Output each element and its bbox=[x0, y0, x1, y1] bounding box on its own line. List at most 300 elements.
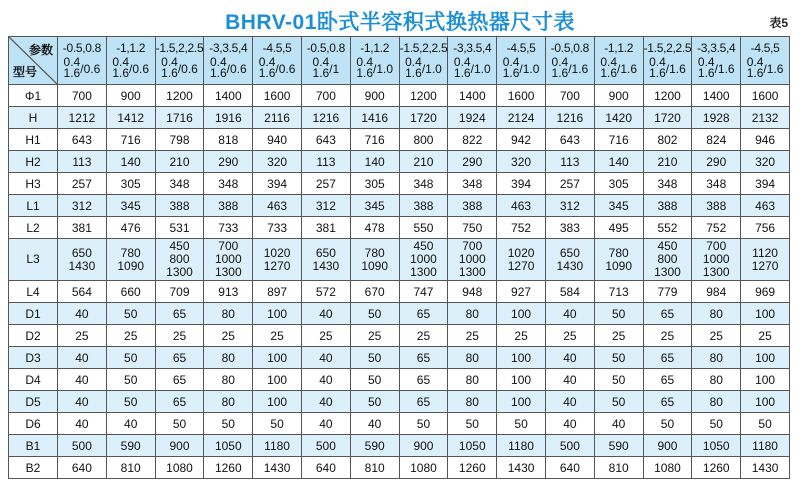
table-cell: 500 bbox=[58, 435, 107, 457]
column-header bbox=[692, 37, 741, 85]
table-cell: 40 bbox=[106, 413, 155, 435]
table-cell: 65 bbox=[155, 347, 204, 369]
table-row bbox=[9, 195, 790, 217]
table-cell: 822 bbox=[448, 129, 497, 151]
table-row bbox=[9, 435, 790, 457]
rating-suffix: /0.6 bbox=[275, 62, 296, 76]
table-row bbox=[9, 303, 790, 325]
table-cell: 381 bbox=[301, 217, 350, 239]
column-header bbox=[594, 37, 643, 85]
table-row bbox=[9, 151, 790, 173]
row-label: L2 bbox=[9, 217, 58, 239]
pressure-range: -3,3.5,4 bbox=[453, 41, 492, 55]
column-header bbox=[643, 37, 692, 85]
pressure-range: -1,1.2 bbox=[360, 41, 390, 55]
table-cell: 305 bbox=[594, 173, 643, 195]
rating-denominator: 1.6 bbox=[258, 66, 276, 80]
rating-numerator: 0.4 bbox=[600, 55, 617, 69]
table-cell: 50 bbox=[350, 369, 399, 391]
table-cell: 900 bbox=[350, 85, 399, 107]
rating-numerator: 0.4 bbox=[258, 55, 276, 69]
table-cell: 1080 bbox=[643, 457, 692, 479]
table-cell: 1080 bbox=[155, 457, 204, 479]
column-header bbox=[497, 37, 546, 85]
table-cell: 50 bbox=[350, 303, 399, 325]
table-cell: 113 bbox=[58, 151, 107, 173]
table-cell: 640 bbox=[58, 457, 107, 479]
rating-denominator: 1.6 bbox=[649, 66, 666, 80]
table-row bbox=[9, 281, 790, 303]
table-cell: 810 bbox=[106, 457, 155, 479]
table-cell: 1200 bbox=[155, 85, 204, 107]
row-label: D1 bbox=[9, 303, 58, 325]
pressure-rating bbox=[259, 57, 296, 79]
table-cell: 40 bbox=[545, 347, 594, 369]
table-cell: 40 bbox=[350, 413, 399, 435]
pressure-rating bbox=[552, 57, 589, 79]
table-cell: 969 bbox=[741, 281, 790, 303]
table-cell: 1050 bbox=[204, 435, 253, 457]
table-cell: 1600 bbox=[741, 85, 790, 107]
table-cell: 381 bbox=[58, 217, 107, 239]
table-cell: 80 bbox=[692, 369, 741, 391]
column-header bbox=[545, 37, 594, 85]
table-cell: 1120 1270 bbox=[741, 239, 790, 281]
table-cell: 1260 bbox=[692, 457, 741, 479]
rating-numerator: 0.4 bbox=[502, 55, 520, 69]
table-cell: 80 bbox=[204, 303, 253, 325]
table-row bbox=[9, 325, 790, 347]
table-cell: 40 bbox=[301, 303, 350, 325]
table-cell: 756 bbox=[741, 217, 790, 239]
pressure-rating bbox=[454, 57, 491, 79]
table-cell: 1430 bbox=[253, 457, 302, 479]
table-cell: 320 bbox=[741, 151, 790, 173]
table-cell: 572 bbox=[301, 281, 350, 303]
table-cell: 780 1090 bbox=[106, 239, 155, 281]
table-row bbox=[9, 107, 790, 129]
table-cell: 25 bbox=[497, 325, 546, 347]
table-cell: 716 bbox=[350, 129, 399, 151]
rating-suffix: /1.6 bbox=[568, 62, 589, 76]
table-cell: 80 bbox=[448, 391, 497, 413]
rating-suffix: /1.6 bbox=[763, 62, 784, 76]
column-header bbox=[350, 37, 399, 85]
table-cell: 65 bbox=[643, 391, 692, 413]
table-cell: 100 bbox=[253, 369, 302, 391]
table-cell: 660 bbox=[106, 281, 155, 303]
table-cell: 713 bbox=[594, 281, 643, 303]
table-cell: 590 bbox=[350, 435, 399, 457]
table-cell: 100 bbox=[741, 391, 790, 413]
pressure-range: -4.5,5 bbox=[262, 41, 292, 55]
table-cell: 709 bbox=[155, 281, 204, 303]
table-cell: 65 bbox=[643, 347, 692, 369]
table-cell: 100 bbox=[497, 347, 546, 369]
table-cell: 50 bbox=[594, 347, 643, 369]
table-cell: 650 1430 bbox=[58, 239, 107, 281]
table-cell: 550 bbox=[399, 217, 448, 239]
rating-numerator: 0.4 bbox=[405, 55, 422, 69]
table-cell: 40 bbox=[301, 391, 350, 413]
rating-denominator: 1.6 bbox=[63, 66, 81, 80]
table-cell: 1200 bbox=[643, 85, 692, 107]
table-cell: 100 bbox=[497, 369, 546, 391]
table-cell: 810 bbox=[350, 457, 399, 479]
table-cell: 1420 bbox=[594, 107, 643, 129]
table-cell: 1260 bbox=[204, 457, 253, 479]
rating-denominator: 1.6 bbox=[697, 66, 715, 80]
pressure-range: -0.5,0.8 bbox=[550, 41, 590, 55]
rating-numerator: 0.4 bbox=[209, 55, 227, 69]
table-cell: 900 bbox=[155, 435, 204, 457]
column-header bbox=[301, 37, 350, 85]
column-header bbox=[58, 37, 107, 85]
pressure-range: -0.5,0.8 bbox=[306, 41, 346, 55]
table-cell: 1212 bbox=[58, 107, 107, 129]
table-cell: 1430 bbox=[497, 457, 546, 479]
rating-denominator: 1.6 bbox=[112, 66, 130, 80]
table-cell: 50 bbox=[106, 303, 155, 325]
rating-suffix: /1 bbox=[329, 62, 340, 76]
pressure-range: -3,3.5,4 bbox=[697, 41, 736, 55]
row-label: D5 bbox=[9, 391, 58, 413]
table-cell: 40 bbox=[301, 413, 350, 435]
table-row bbox=[9, 173, 790, 195]
rating-numerator: 0.4 bbox=[697, 55, 715, 69]
row-label: D2 bbox=[9, 325, 58, 347]
table-cell: 1180 bbox=[497, 435, 546, 457]
table-cell: 394 bbox=[253, 173, 302, 195]
table-cell: 388 bbox=[155, 195, 204, 217]
row-label: H1 bbox=[9, 129, 58, 151]
column-header bbox=[448, 37, 497, 85]
table-cell: 478 bbox=[350, 217, 399, 239]
table-cell: 40 bbox=[545, 391, 594, 413]
table-cell: 290 bbox=[448, 151, 497, 173]
table-cell: 348 bbox=[155, 173, 204, 195]
table-cell: 25 bbox=[643, 325, 692, 347]
table-cell: 80 bbox=[204, 347, 253, 369]
column-header bbox=[253, 37, 302, 85]
rating-suffix: /1.0 bbox=[519, 62, 540, 76]
row-label: L3 bbox=[9, 239, 58, 281]
table-cell: 779 bbox=[643, 281, 692, 303]
table-cell: 100 bbox=[741, 303, 790, 325]
table-cell: 640 bbox=[545, 457, 594, 479]
table-cell: 1600 bbox=[497, 85, 546, 107]
table-cell: 50 bbox=[350, 391, 399, 413]
table-row bbox=[9, 457, 790, 479]
table-cell: 927 bbox=[497, 281, 546, 303]
pressure-rating bbox=[649, 57, 686, 79]
table-cell: 210 bbox=[399, 151, 448, 173]
table-cell: 140 bbox=[594, 151, 643, 173]
table-cell: 1216 bbox=[301, 107, 350, 129]
row-label: H2 bbox=[9, 151, 58, 173]
pressure-rating bbox=[747, 57, 784, 79]
table-cell: 643 bbox=[58, 129, 107, 151]
rating-denominator: 1.6 bbox=[551, 66, 569, 80]
table-cell: 25 bbox=[106, 325, 155, 347]
table-cell: 50 bbox=[399, 413, 448, 435]
table-cell: 463 bbox=[741, 195, 790, 217]
table-cell: 320 bbox=[497, 151, 546, 173]
table-cell: 290 bbox=[204, 151, 253, 173]
rating-suffix: /1.6 bbox=[714, 62, 735, 76]
rating-denominator: 1.6 bbox=[405, 66, 422, 80]
table-cell: 25 bbox=[155, 325, 204, 347]
table-cell: 257 bbox=[58, 173, 107, 195]
column-header bbox=[399, 37, 448, 85]
rating-denominator: 1.6 bbox=[453, 66, 471, 80]
table-cell: 802 bbox=[643, 129, 692, 151]
column-header bbox=[741, 37, 790, 85]
pressure-rating bbox=[313, 57, 340, 79]
table-cell: 1928 bbox=[692, 107, 741, 129]
table-cell: 65 bbox=[155, 369, 204, 391]
rating-suffix: /1.0 bbox=[373, 62, 394, 76]
table-cell: 1050 bbox=[448, 435, 497, 457]
table-cell: 388 bbox=[643, 195, 692, 217]
table-cell: 2124 bbox=[497, 107, 546, 129]
table-cell: 348 bbox=[399, 173, 448, 195]
table-cell: 942 bbox=[497, 129, 546, 151]
row-label: L4 bbox=[9, 281, 58, 303]
table-cell: 394 bbox=[741, 173, 790, 195]
rating-suffix: /0.6 bbox=[80, 62, 101, 76]
table-cell: 700 1000 1300 bbox=[204, 239, 253, 281]
table-cell: 531 bbox=[155, 217, 204, 239]
table-cell: 1600 bbox=[253, 85, 302, 107]
rating-denominator: 1.6 bbox=[600, 66, 617, 80]
table-cell: 900 bbox=[594, 85, 643, 107]
table-cell: 383 bbox=[545, 217, 594, 239]
pressure-range: -1.5,2,2.5 bbox=[643, 41, 692, 55]
table-cell: 940 bbox=[253, 129, 302, 151]
table-cell: 900 bbox=[399, 435, 448, 457]
table-cell: 752 bbox=[497, 217, 546, 239]
table-row bbox=[9, 391, 790, 413]
table-cell: 345 bbox=[594, 195, 643, 217]
rating-numerator: 0.4 bbox=[161, 55, 178, 69]
table-cell: 1200 bbox=[399, 85, 448, 107]
table-cell: 800 bbox=[399, 129, 448, 151]
rating-numerator: 0.4 bbox=[312, 55, 330, 69]
table-cell: 1020 1270 bbox=[253, 239, 302, 281]
table-cell: 80 bbox=[692, 347, 741, 369]
table-cell: 752 bbox=[692, 217, 741, 239]
table-cell: 80 bbox=[204, 369, 253, 391]
rating-suffix: /0.6 bbox=[177, 62, 198, 76]
table-cell: 210 bbox=[643, 151, 692, 173]
table-cell: 50 bbox=[253, 413, 302, 435]
table-cell: 65 bbox=[643, 369, 692, 391]
pressure-range: -4.5,5 bbox=[750, 41, 780, 55]
table-cell: 1180 bbox=[741, 435, 790, 457]
table-cell: 584 bbox=[545, 281, 594, 303]
table-cell: 80 bbox=[692, 303, 741, 325]
table-cell: 40 bbox=[58, 413, 107, 435]
table-cell: 564 bbox=[58, 281, 107, 303]
table-number: 表5 bbox=[769, 16, 788, 30]
table-cell: 100 bbox=[741, 347, 790, 369]
table-cell: 2132 bbox=[741, 107, 790, 129]
table-cell: 810 bbox=[594, 457, 643, 479]
table-row bbox=[9, 347, 790, 369]
table-cell: 290 bbox=[692, 151, 741, 173]
table-cell: 733 bbox=[253, 217, 302, 239]
rating-numerator: 0.4 bbox=[746, 55, 764, 69]
table-cell: 394 bbox=[497, 173, 546, 195]
table-cell: 1412 bbox=[106, 107, 155, 129]
table-cell: 345 bbox=[106, 195, 155, 217]
table-cell: 25 bbox=[253, 325, 302, 347]
table-cell: 312 bbox=[545, 195, 594, 217]
table-cell: 140 bbox=[106, 151, 155, 173]
rating-denominator: 1.6 bbox=[502, 66, 520, 80]
table-cell: 65 bbox=[643, 303, 692, 325]
rating-suffix: /1.6 bbox=[665, 62, 686, 76]
table-cell: 65 bbox=[399, 369, 448, 391]
table-cell: 80 bbox=[448, 303, 497, 325]
table-cell: 348 bbox=[643, 173, 692, 195]
table-cell: 388 bbox=[204, 195, 253, 217]
table-row bbox=[9, 85, 790, 107]
table-cell: 40 bbox=[58, 347, 107, 369]
table-cell: 100 bbox=[253, 303, 302, 325]
table-cell: 1260 bbox=[448, 457, 497, 479]
table-cell: 80 bbox=[448, 347, 497, 369]
table-cell: 643 bbox=[301, 129, 350, 151]
table-cell: 25 bbox=[692, 325, 741, 347]
rating-denominator: 1.6 bbox=[209, 66, 227, 80]
row-label: H3 bbox=[9, 173, 58, 195]
table-cell: 312 bbox=[58, 195, 107, 217]
table-cell: 50 bbox=[497, 413, 546, 435]
table-row bbox=[9, 129, 790, 151]
table-cell: 700 1000 1300 bbox=[448, 239, 497, 281]
rating-numerator: 0.4 bbox=[551, 55, 569, 69]
table-cell: 40 bbox=[545, 303, 594, 325]
table-cell: 450 800 1300 bbox=[155, 239, 204, 281]
table-cell: 716 bbox=[106, 129, 155, 151]
table-cell: 1720 bbox=[643, 107, 692, 129]
table-cell: 1400 bbox=[448, 85, 497, 107]
table-cell: 40 bbox=[58, 303, 107, 325]
table-cell: 1180 bbox=[253, 435, 302, 457]
table-cell: 345 bbox=[350, 195, 399, 217]
table-cell: 348 bbox=[204, 173, 253, 195]
table-cell: 25 bbox=[448, 325, 497, 347]
table-cell: 80 bbox=[692, 391, 741, 413]
table-row bbox=[9, 369, 790, 391]
table-cell: 40 bbox=[58, 391, 107, 413]
rating-numerator: 0.4 bbox=[453, 55, 471, 69]
rating-suffix: /0.6 bbox=[129, 62, 150, 76]
table-cell: 1216 bbox=[545, 107, 594, 129]
table-cell: 305 bbox=[106, 173, 155, 195]
table-cell: 780 1090 bbox=[350, 239, 399, 281]
pressure-range: -1.5,2,2.5 bbox=[155, 41, 204, 55]
table-cell: 50 bbox=[692, 413, 741, 435]
table-cell: 113 bbox=[301, 151, 350, 173]
table-cell: 113 bbox=[545, 151, 594, 173]
dimension-table bbox=[8, 36, 790, 479]
pressure-rating bbox=[356, 57, 393, 79]
table-cell: 1050 bbox=[692, 435, 741, 457]
pressure-range: -4.5,5 bbox=[506, 41, 536, 55]
table-cell: 1020 1270 bbox=[497, 239, 546, 281]
table-cell: 500 bbox=[545, 435, 594, 457]
row-label: D4 bbox=[9, 369, 58, 391]
column-header bbox=[106, 37, 155, 85]
table-cell: 463 bbox=[253, 195, 302, 217]
table-cell: 670 bbox=[350, 281, 399, 303]
table-cell: 40 bbox=[545, 413, 594, 435]
table-cell: 50 bbox=[741, 413, 790, 435]
table-cell: 700 bbox=[301, 85, 350, 107]
table-cell: 65 bbox=[399, 303, 448, 325]
table-cell: 450 800 1300 bbox=[643, 239, 692, 281]
table-cell: 50 bbox=[106, 347, 155, 369]
table-cell: 40 bbox=[58, 369, 107, 391]
table-cell: 476 bbox=[106, 217, 155, 239]
table-cell: 643 bbox=[545, 129, 594, 151]
table-cell: 552 bbox=[643, 217, 692, 239]
table-cell: 897 bbox=[253, 281, 302, 303]
table-cell: 50 bbox=[594, 391, 643, 413]
table-cell: 1720 bbox=[399, 107, 448, 129]
table-cell: 25 bbox=[399, 325, 448, 347]
row-label: Φ1 bbox=[9, 85, 58, 107]
table-cell: 650 1430 bbox=[301, 239, 350, 281]
pressure-rating bbox=[503, 57, 540, 79]
table-cell: 65 bbox=[155, 303, 204, 325]
table-cell: 1716 bbox=[155, 107, 204, 129]
table-cell: 1924 bbox=[448, 107, 497, 129]
column-header bbox=[155, 37, 204, 85]
rating-suffix: /0.6 bbox=[226, 62, 247, 76]
table-cell: 100 bbox=[497, 391, 546, 413]
table-cell: 40 bbox=[545, 369, 594, 391]
pressure-rating bbox=[64, 57, 101, 79]
corner-model-label: 型号 bbox=[13, 65, 38, 79]
pressure-range: -1,1.2 bbox=[116, 41, 146, 55]
table-row bbox=[9, 239, 790, 281]
row-label: L1 bbox=[9, 195, 58, 217]
table-cell: 50 bbox=[204, 413, 253, 435]
table-cell: 100 bbox=[253, 391, 302, 413]
table-cell: 40 bbox=[301, 369, 350, 391]
table-cell: 450 1000 1300 bbox=[399, 239, 448, 281]
table-cell: 25 bbox=[350, 325, 399, 347]
table-cell: 984 bbox=[692, 281, 741, 303]
rating-numerator: 0.4 bbox=[649, 55, 666, 69]
table-cell: 140 bbox=[350, 151, 399, 173]
table-cell: 50 bbox=[594, 303, 643, 325]
table-cell: 305 bbox=[350, 173, 399, 195]
table-cell: 312 bbox=[301, 195, 350, 217]
table-cell: 210 bbox=[155, 151, 204, 173]
table-row bbox=[9, 217, 790, 239]
table-cell: 100 bbox=[497, 303, 546, 325]
table-cell: 495 bbox=[594, 217, 643, 239]
table-cell: 388 bbox=[448, 195, 497, 217]
table-cell: 65 bbox=[399, 391, 448, 413]
pressure-rating bbox=[405, 57, 442, 79]
table-cell: 348 bbox=[692, 173, 741, 195]
